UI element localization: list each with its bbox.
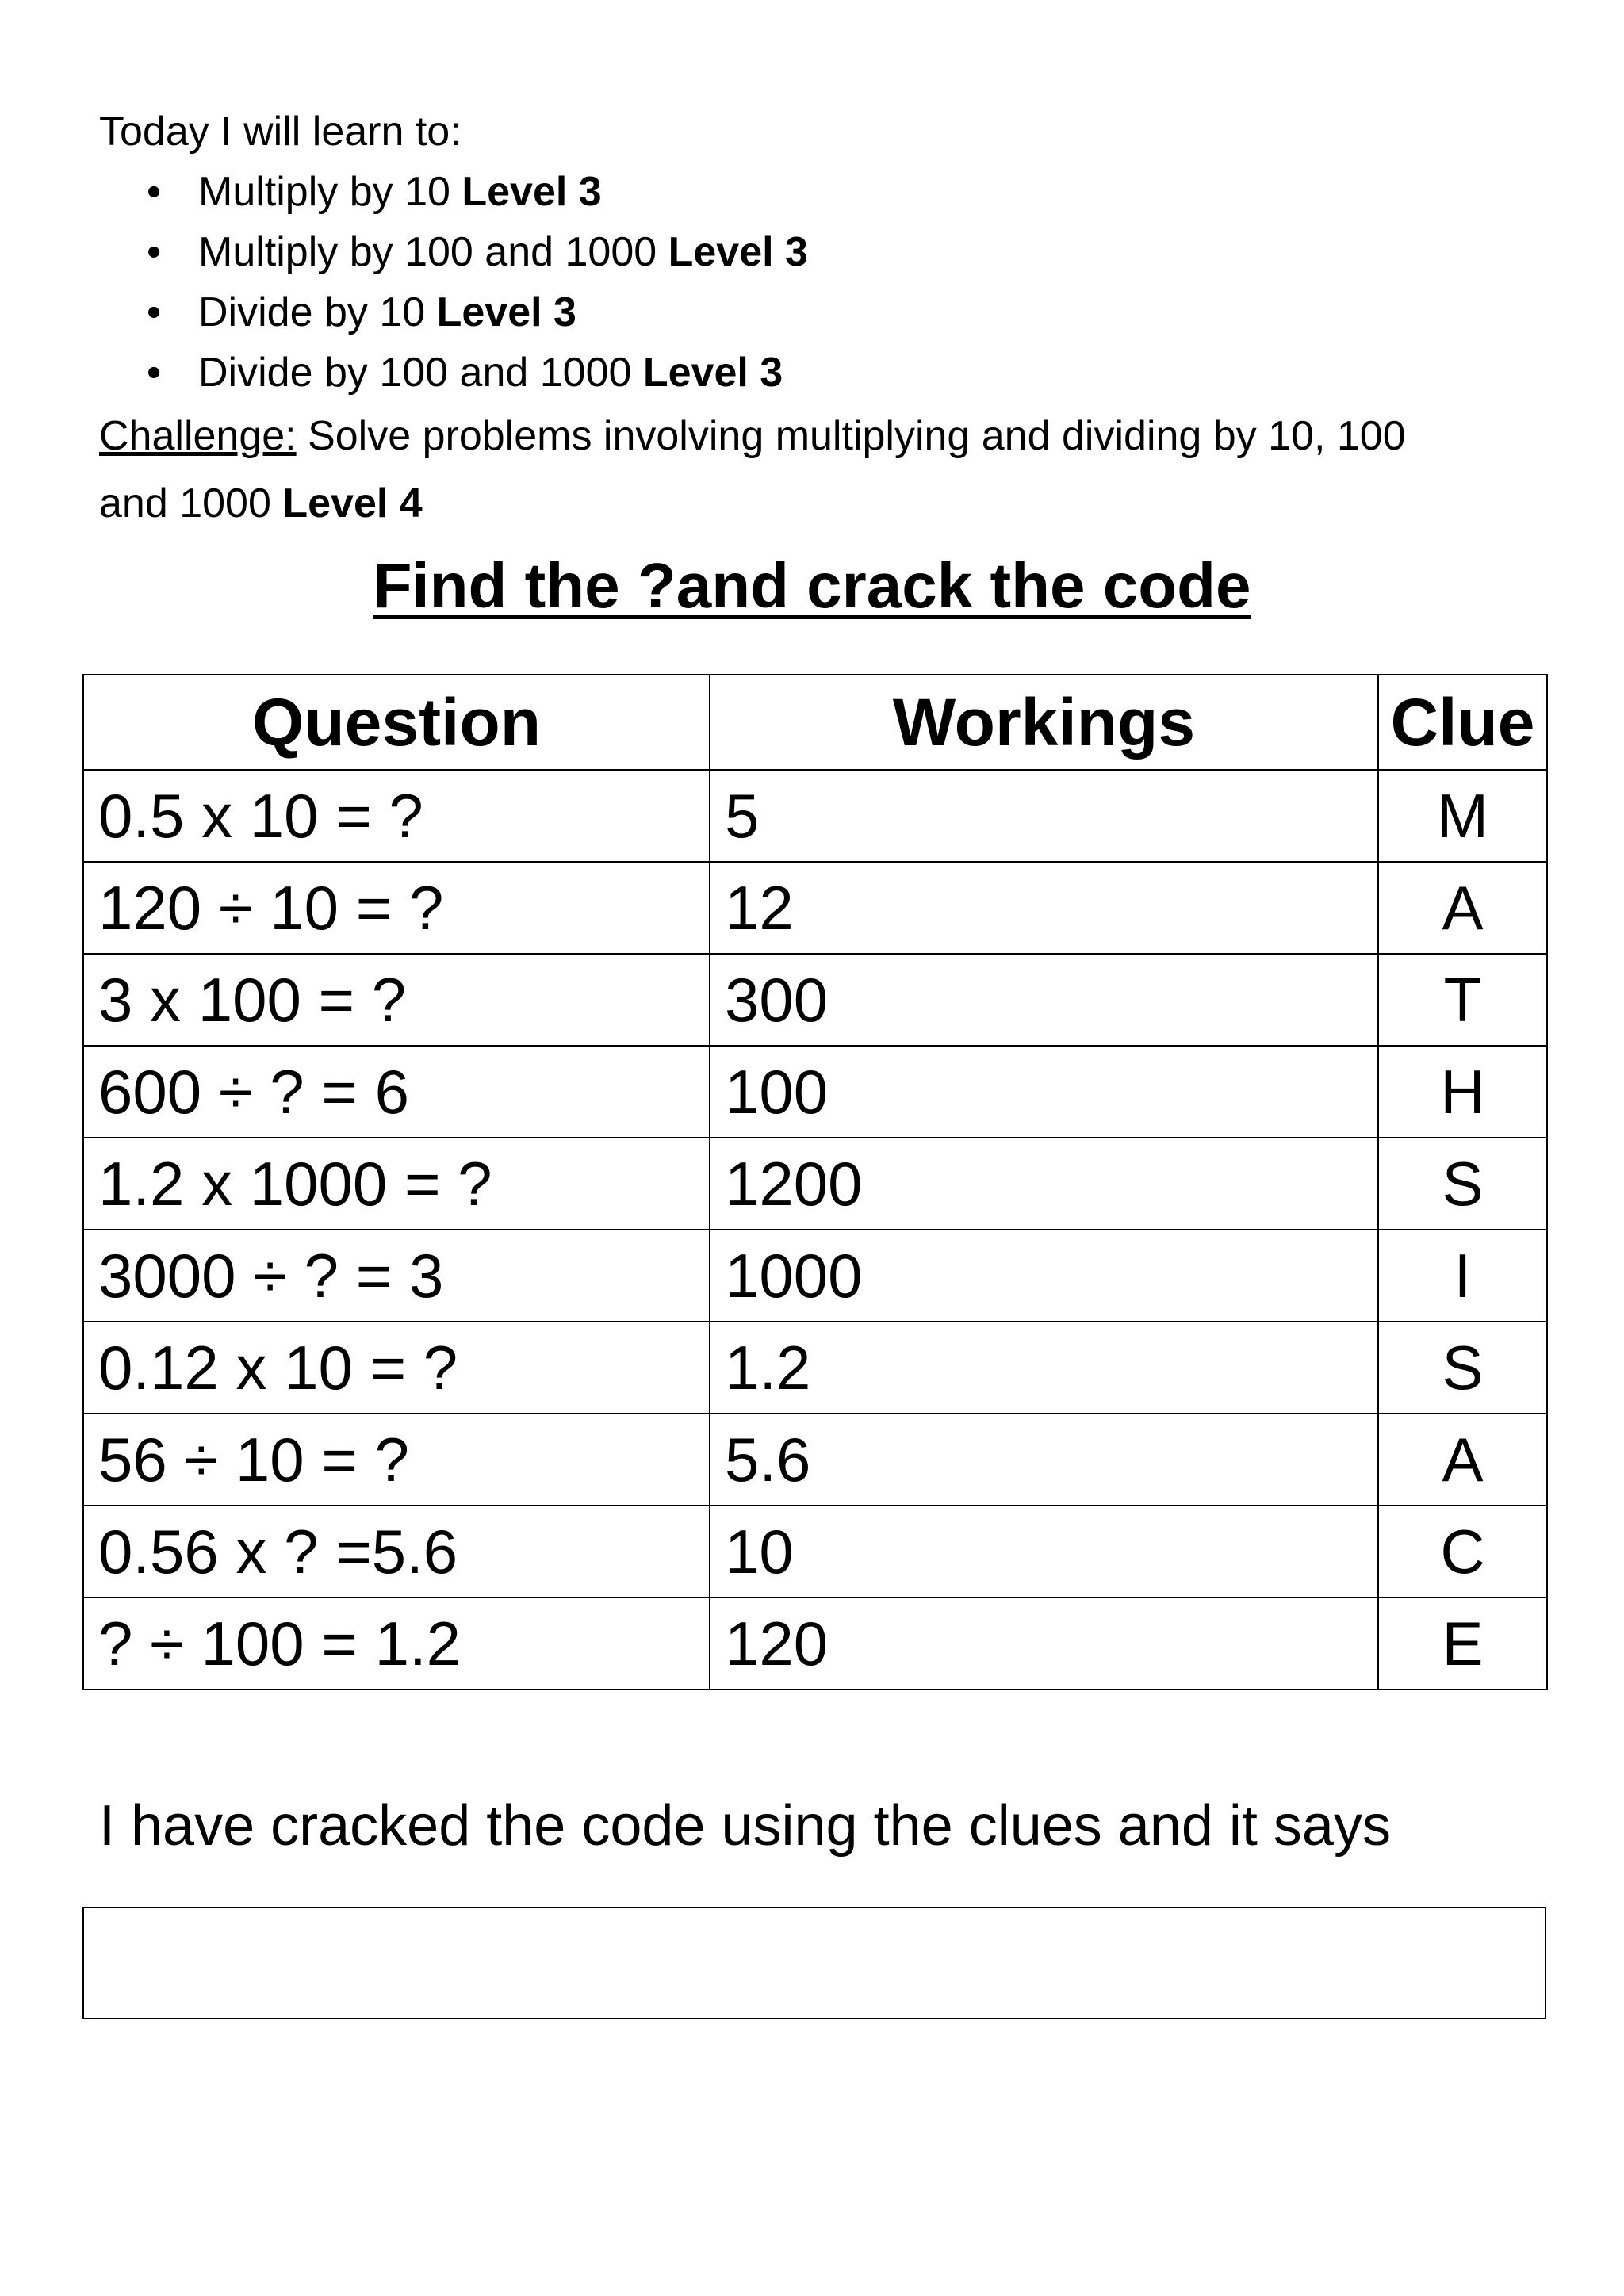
table-row: [83, 1506, 1547, 1598]
objective-item: [99, 222, 1574, 282]
workings-cell[interactable]: 1200: [710, 1138, 1378, 1230]
question-cell: 0.56 x ? =5.6: [83, 1506, 710, 1598]
clue-cell: I: [1378, 1230, 1547, 1322]
clue-cell: H: [1378, 1046, 1547, 1138]
question-cell: 56 ÷ 10 = ?: [83, 1414, 710, 1506]
objective-item: [99, 282, 1574, 342]
clue-cell: E: [1378, 1598, 1547, 1689]
table-row: [83, 1230, 1547, 1322]
workings-cell[interactable]: 120: [710, 1598, 1378, 1689]
question-cell: 3 x 100 = ?: [83, 954, 710, 1046]
workings-cell[interactable]: 100: [710, 1046, 1378, 1138]
objective-level: Level 3: [668, 229, 808, 275]
objective-text: Multiply by 100 and 1000: [198, 229, 657, 275]
objective-level: Level 3: [642, 350, 783, 396]
bullet-icon: •: [147, 229, 162, 275]
table-row: [83, 1138, 1547, 1230]
question-cell: 120 ÷ 10 = ?: [83, 862, 710, 954]
workings-cell[interactable]: 1000: [710, 1230, 1378, 1322]
table-row: [83, 1046, 1547, 1138]
clue-cell: A: [1378, 862, 1547, 954]
challenge-text: [99, 403, 1574, 538]
objective-text: Divide by 100 and 1000: [198, 350, 632, 396]
table-row: [83, 1322, 1547, 1414]
question-cell: 1.2 x 1000 = ?: [83, 1138, 710, 1230]
table-row: [83, 770, 1547, 862]
workings-cell[interactable]: 5: [710, 770, 1378, 862]
clue-cell: T: [1378, 954, 1547, 1046]
worksheet-heading: Find the ?and crack the code: [373, 550, 1251, 621]
question-cell: ? ÷ 100 = 1.2: [83, 1598, 710, 1689]
objective-text: Multiply by 10: [198, 169, 450, 215]
workings-cell[interactable]: 300: [710, 954, 1378, 1046]
objective-item: [99, 162, 1574, 222]
workings-cell[interactable]: 5.6: [710, 1414, 1378, 1506]
table-row: [83, 954, 1547, 1046]
challenge-line2: and 1000: [99, 480, 271, 526]
workings-cell[interactable]: 10: [710, 1506, 1378, 1598]
question-cell: 600 ÷ ? = 6: [83, 1046, 710, 1138]
objectives-intro: Today I will learn to:: [99, 109, 462, 155]
bullet-icon: •: [147, 350, 162, 396]
workings-cell[interactable]: 12: [710, 862, 1378, 954]
cracked-code-prompt: I have cracked the code using the clues and it says: [99, 1794, 1391, 1858]
bullet-icon: •: [147, 169, 162, 215]
objective-item: [99, 342, 1574, 403]
objective-level: Level 3: [462, 169, 602, 215]
clue-cell: C: [1378, 1506, 1547, 1598]
objective-text: Divide by 10: [198, 289, 426, 335]
question-cell: 0.12 x 10 = ?: [83, 1322, 710, 1414]
question-column-header: Question: [83, 675, 710, 770]
objectives-list: [99, 162, 1574, 403]
clue-column-header: Clue: [1378, 675, 1547, 770]
challenge-line1: Solve problems involving multiplying and dividing by 10, 100: [296, 413, 1406, 459]
challenge-level: Level 4: [282, 480, 423, 526]
challenge-label: Challenge:: [99, 413, 297, 459]
code-table: [82, 674, 1548, 1690]
learning-objectives: [99, 101, 1574, 538]
bullet-icon: •: [147, 289, 162, 335]
question-cell: 3000 ÷ ? = 3: [83, 1230, 710, 1322]
clue-cell: S: [1378, 1138, 1547, 1230]
workings-cell[interactable]: 1.2: [710, 1322, 1378, 1414]
question-cell: 0.5 x 10 = ?: [83, 770, 710, 862]
answer-box[interactable]: [82, 1907, 1546, 2019]
table-row: [83, 1598, 1547, 1689]
clue-cell: M: [1378, 770, 1547, 862]
clue-cell: S: [1378, 1322, 1547, 1414]
table-row: [83, 862, 1547, 954]
workings-column-header: Workings: [710, 675, 1378, 770]
table-header-row: [83, 675, 1547, 770]
table-row: [83, 1414, 1547, 1506]
clue-cell: A: [1378, 1414, 1547, 1506]
objective-level: Level 3: [436, 289, 576, 335]
